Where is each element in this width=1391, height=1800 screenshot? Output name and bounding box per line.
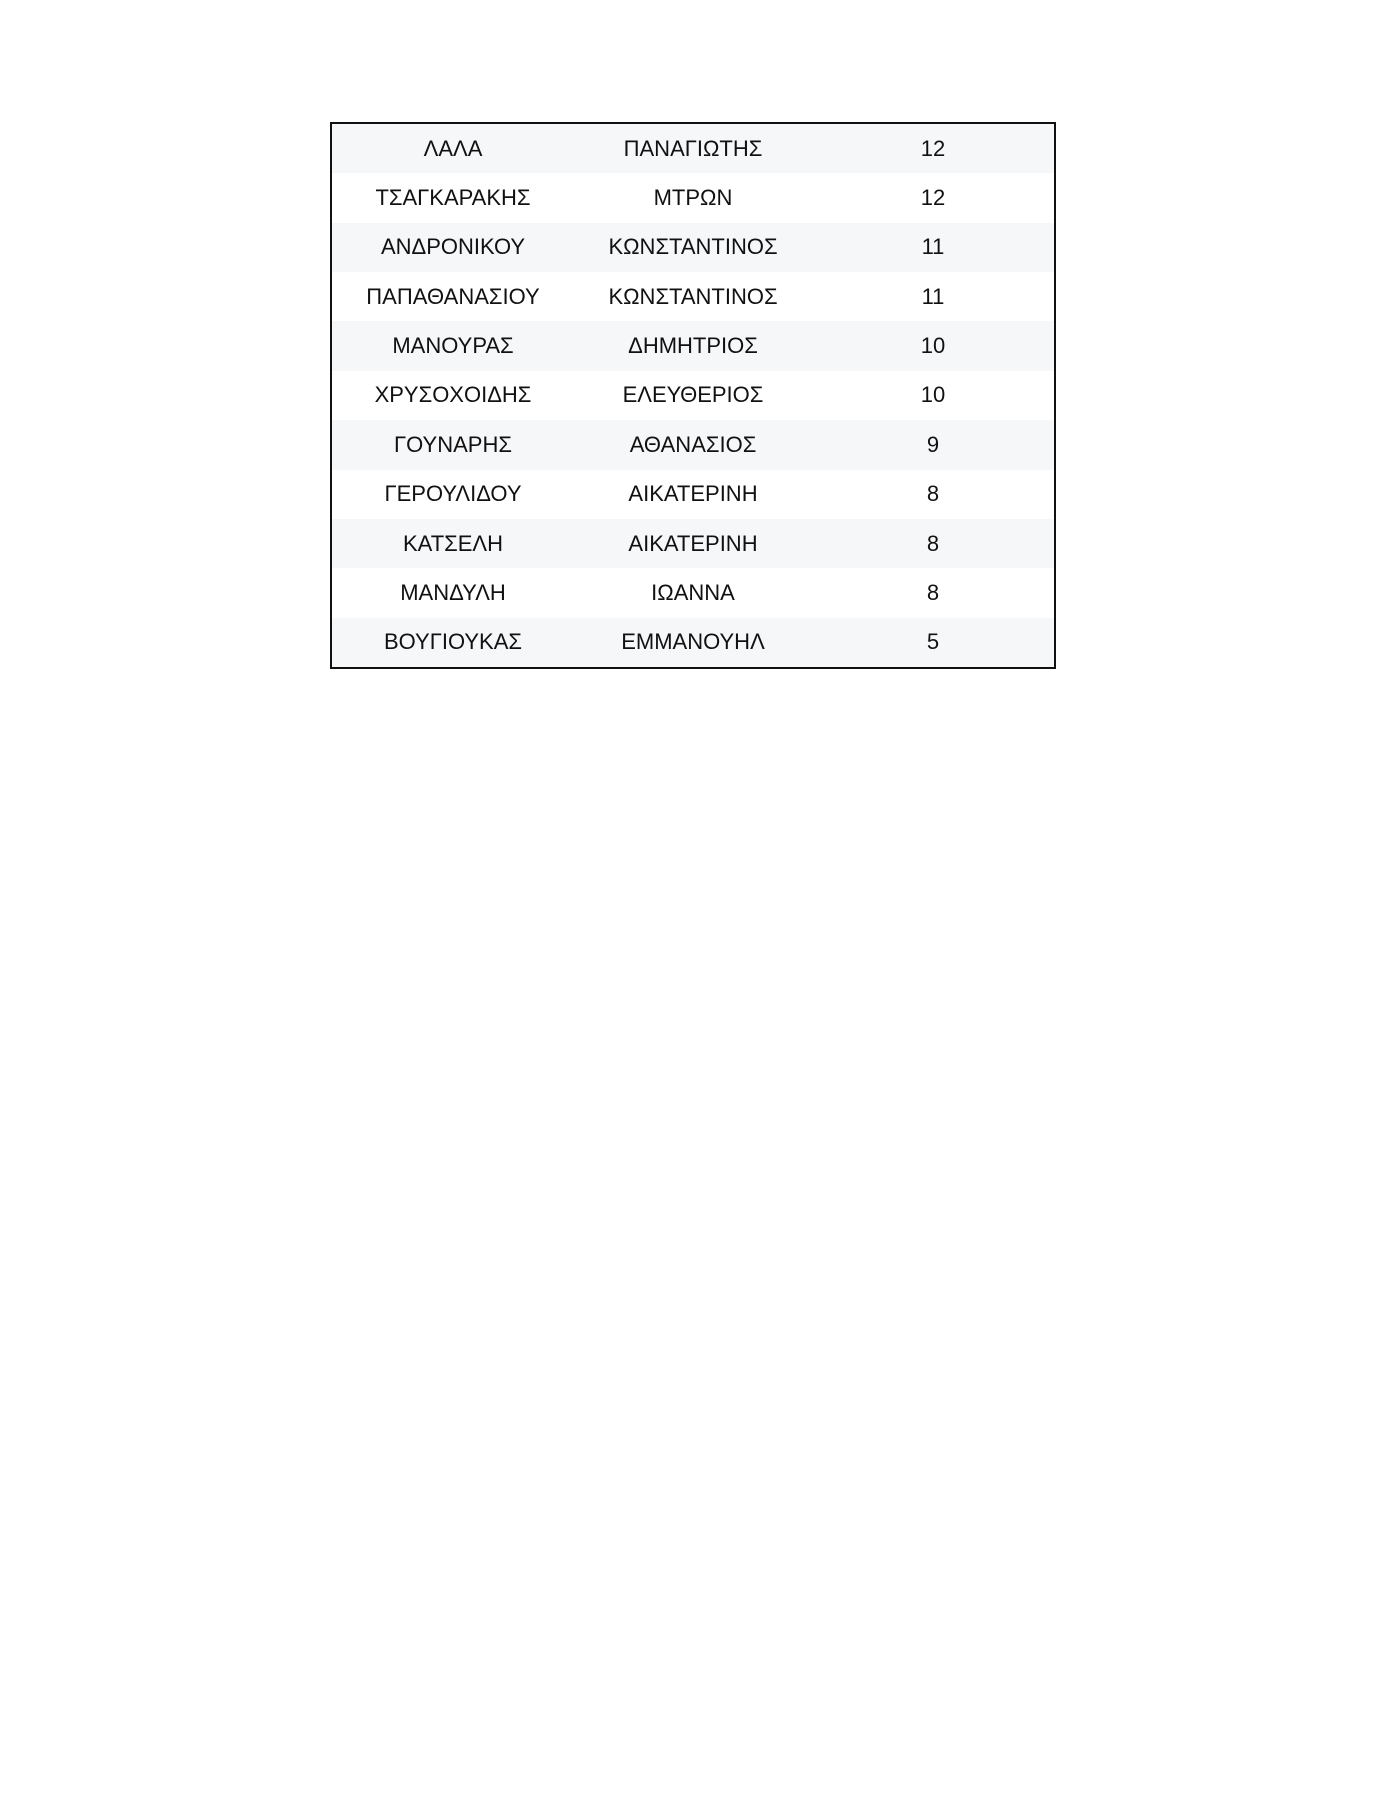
table-row — [332, 470, 1054, 519]
surname-cell: ΜΑΝΟΥΡΑΣ — [332, 321, 574, 370]
surname-cell: ΧΡΥΣΟΧΟΙΔΗΣ — [332, 371, 574, 420]
surname-cell: ΑΝΔΡΟΝΙΚΟΥ — [332, 223, 574, 272]
surname-cell: ΓΕΡΟΥΛΙΔΟΥ — [332, 470, 574, 519]
surname-cell: ΛΑΛΑ — [332, 124, 574, 173]
table-row — [332, 173, 1054, 222]
count-cell: 8 — [812, 568, 1054, 617]
count-cell: 8 — [812, 519, 1054, 568]
firstname-cell: ΚΩΝΣΤΑΝΤΙΝΟΣ — [574, 272, 812, 321]
surname-cell: ΓΟΥΝΑΡΗΣ — [332, 420, 574, 469]
surname-cell: ΤΣΑΓΚΑΡΑΚΗΣ — [332, 173, 574, 222]
surname-cell: ΚΑΤΣΕΛΗ — [332, 519, 574, 568]
count-cell: 12 — [812, 173, 1054, 222]
count-cell: 12 — [812, 124, 1054, 173]
firstname-cell: ΕΛΕΥΘΕΡΙΟΣ — [574, 371, 812, 420]
table-row — [332, 420, 1054, 469]
count-cell: 10 — [812, 321, 1054, 370]
firstname-cell: ΑΙΚΑΤΕΡΙΝΗ — [574, 470, 812, 519]
firstname-cell: ΑΘΑΝΑΣΙΟΣ — [574, 420, 812, 469]
firstname-cell: ΚΩΝΣΤΑΝΤΙΝΟΣ — [574, 223, 812, 272]
firstname-cell: ΔΗΜΗΤΡΙΟΣ — [574, 321, 812, 370]
table-row — [332, 223, 1054, 272]
firstname-cell: ΜΤΡΩΝ — [574, 173, 812, 222]
firstname-cell: ΙΩΑΝΝΑ — [574, 568, 812, 617]
count-cell: 8 — [812, 470, 1054, 519]
surname-cell: ΜΑΝΔΥΛΗ — [332, 568, 574, 617]
table-row — [332, 124, 1054, 173]
count-cell: 9 — [812, 420, 1054, 469]
results-table-frame — [330, 122, 1056, 669]
count-cell: 11 — [812, 272, 1054, 321]
results-table — [332, 124, 1054, 667]
firstname-cell: ΠΑΝΑΓΙΩΤΗΣ — [574, 124, 812, 173]
table-row — [332, 321, 1054, 370]
count-cell: 11 — [812, 223, 1054, 272]
results-table-body — [332, 124, 1054, 667]
surname-cell: ΒΟΥΓΙΟΥΚΑΣ — [332, 618, 574, 667]
table-row — [332, 371, 1054, 420]
firstname-cell: ΑΙΚΑΤΕΡΙΝΗ — [574, 519, 812, 568]
count-cell: 10 — [812, 371, 1054, 420]
table-row — [332, 272, 1054, 321]
surname-cell: ΠΑΠΑΘΑΝΑΣΙΟΥ — [332, 272, 574, 321]
count-cell: 5 — [812, 618, 1054, 667]
table-row — [332, 519, 1054, 568]
table-row — [332, 568, 1054, 617]
table-row — [332, 618, 1054, 667]
firstname-cell: ΕΜΜΑΝΟΥΗΛ — [574, 618, 812, 667]
